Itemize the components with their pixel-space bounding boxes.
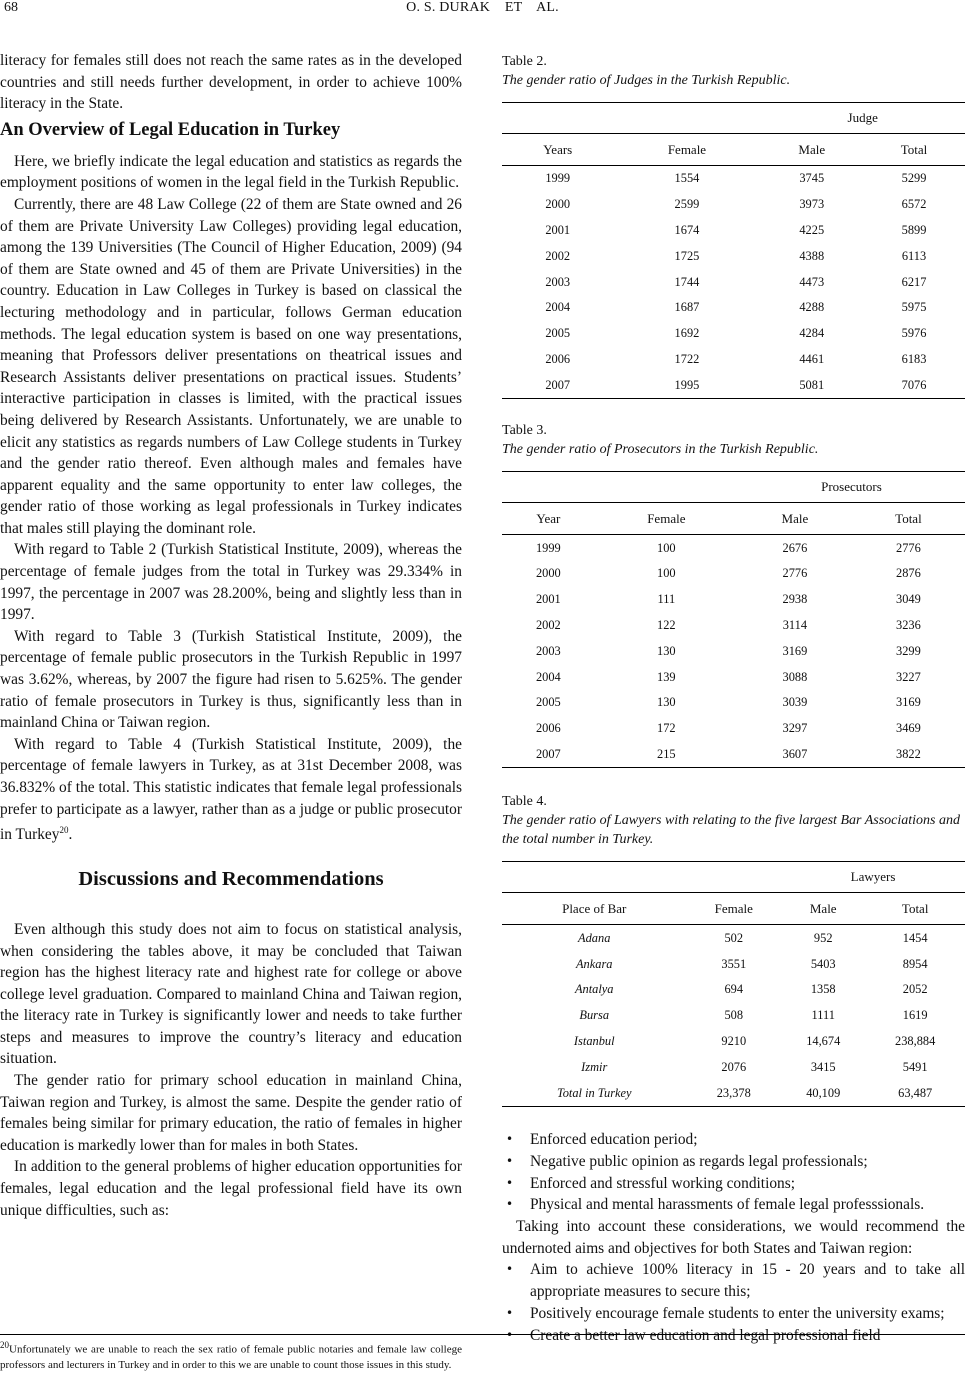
table-row: [502, 192, 965, 218]
table-cell: 4461: [799, 351, 825, 366]
table-cell: 2002: [545, 248, 571, 263]
table-row: [502, 664, 965, 690]
table-cell: 130: [657, 643, 676, 658]
table-cell: 1999: [545, 171, 571, 186]
table-cell: 2003: [545, 274, 571, 289]
table-cell: 1454: [902, 930, 928, 945]
column-header: Male: [781, 893, 865, 925]
table-cell: 2004: [545, 300, 571, 315]
table3-group-label: Prosecutors: [738, 472, 965, 503]
table-cell: 952: [813, 930, 833, 945]
table-cell: Total in Turkey: [502, 1080, 686, 1106]
table-row: [502, 1003, 965, 1029]
table4-caption: [502, 792, 965, 849]
table-cell: 3973: [799, 197, 825, 212]
table4-title: The gender ratio of Lawyers with relating to the five largest Bar Associations and the total number in Turkey.: [502, 813, 960, 848]
footnote-mark: 20: [0, 1340, 9, 1350]
table-row: [502, 561, 965, 587]
overview-paragraph-4: With regard to Table 3 (Turkish Statistical Institute, 2009), the percentage of female public prosecutors in the Turkish Republic in 1997 was 3.62%, whereas, by 2007 the figure had risen to 5.625%. The gender ratio of female prosecutors in Turkey is thus, significantly less than in mainland China or Taiwan region.: [0, 627, 462, 732]
table-row: [502, 638, 965, 664]
table-cell: 130: [657, 695, 676, 710]
table-row: [502, 1054, 965, 1080]
table-cell: 6572: [901, 197, 927, 212]
table-cell: 63,487: [865, 1080, 965, 1106]
column-header: Male: [738, 503, 852, 535]
table-row: [502, 1080, 965, 1106]
table-cell: Antalya: [574, 982, 614, 997]
empty-cell: [595, 472, 738, 503]
recommend-paragraph: Taking into account these considerations, we would recommend the undernoted aims and objectives for both States and Taiwan region:: [502, 1218, 965, 1257]
right-column: [502, 52, 965, 1346]
table-cell: 2003: [535, 643, 561, 658]
table-cell: 3227: [896, 669, 921, 684]
table-cell: 3469: [896, 721, 921, 736]
column-header: Place of Bar: [502, 893, 686, 925]
table-row: [502, 166, 965, 192]
table-row: [502, 372, 965, 398]
empty-cell: [502, 103, 613, 134]
table-cell: 2004: [535, 669, 561, 684]
table-cell: 502: [724, 930, 744, 945]
overview-paragraph-2: Currently, there are 48 Law College (22 of them are State owned and 26 of them are Private University Law Colleges) providing legal education, among the 139 Universities (The Council of Higher Education, 2009) (94 of them are State owned and 45 of them are Private Universities) in the country. Education in Law Colleges in Turkey is based on classical the lecturing methodology and in particular, follows German education methods. The legal education system is based on one way presentations, meaning that Professors deliver presentations on theatrical issues and Research Assistants deliver presentations on practical issues. Students’ interactive participation in classes is limited, with the practical issues being delivered by Research Assistants. Unfortunately, we are unable to elicit any statistics as regards numbers of Law College students in Turkey and the gender ratio thereof. Even although males and females have apparent equality and the same opportunity to enter law colleges, the gender ratio of those working as legal professionals in Turkey indicates that males still playing the dominant role.: [0, 195, 462, 537]
table-cell: 2005: [545, 326, 571, 341]
table-cell: 238,884: [895, 1033, 936, 1048]
table-row: [502, 977, 965, 1003]
table2-group-label: Judge: [760, 103, 965, 134]
overview-paragraph-5-text: With regard to Table 4 (Turkish Statistical Institute, 2009), the percentage of female lawyers in Turkey, as at 31st December 2008, was 36.832% of the total. This statistic indicates that female legal professionals prefer to participate as a lawyer, rather than as a judge or public prosecutor in Turkey: [0, 735, 462, 844]
table-cell: 9210: [721, 1033, 747, 1048]
table-cell: 1999: [535, 540, 561, 555]
table3-prosecutors: [502, 471, 965, 768]
section-heading-discussion: Discussions and Recommendations: [78, 867, 384, 890]
table-cell: 5299: [901, 171, 927, 186]
table-cell: 122: [657, 617, 676, 632]
table-row: [502, 716, 965, 742]
table-row: [502, 742, 965, 768]
table-cell: 4284: [799, 326, 825, 341]
discussion-paragraph-3: In addition to the general problems of higher education opportunities for females, legal education and the legal professional field have its own unique difficulties, such as:: [0, 1158, 462, 1219]
table-cell: 4473: [799, 274, 825, 289]
table-row: [502, 925, 965, 951]
running-header: [0, 0, 965, 20]
table-cell: 3822: [852, 742, 965, 768]
table-cell: 1692: [674, 326, 700, 341]
table4-header-row: [502, 893, 965, 925]
table2-caption: [502, 52, 965, 90]
table-cell: 2007: [502, 742, 595, 768]
table-row: [502, 269, 965, 295]
list-item: • Create a better law education and legal professional field: [502, 1325, 965, 1347]
table-row: [502, 613, 965, 639]
table-cell: 1722: [674, 351, 700, 366]
table4-label: Table 4.: [502, 794, 547, 810]
table-cell: 3745: [799, 171, 825, 186]
table3-group-row: [502, 472, 965, 503]
table-cell: 3607: [738, 742, 852, 768]
table-cell: 1687: [674, 300, 700, 315]
table-cell: 139: [657, 669, 676, 684]
overview-paragraph-5: [0, 734, 462, 846]
table-cell: 2676: [782, 540, 808, 555]
table-cell: 5081: [760, 372, 863, 398]
overview-paragraph-1: Here, we briefly indicate the legal education and statistics as regards the employment positions of women in the legal field in the Turkish Republic.: [0, 152, 462, 192]
table3-label: Table 3.: [502, 423, 547, 439]
table-cell: 6217: [901, 274, 927, 289]
table-row: [502, 535, 965, 561]
table-cell: 100: [657, 540, 676, 555]
table-cell: 2006: [545, 351, 571, 366]
left-column: [0, 50, 462, 1221]
table-cell: 5403: [810, 956, 836, 971]
table-cell: 2007: [502, 372, 613, 398]
table-cell: Ankara: [575, 956, 613, 971]
table-cell: 1358: [810, 982, 836, 997]
table-cell: 23,378: [686, 1080, 781, 1106]
list-item: • Negative public opinion as regards legal professionals;: [502, 1151, 965, 1173]
table-cell: 7076: [863, 372, 965, 398]
column-header: Years: [502, 134, 613, 166]
intro-paragraph: literacy for females still does not reach the same rates as in the developed countries and still needs further development, in order to achieve 100% literacy in the State.: [0, 52, 462, 113]
table-cell: 5975: [901, 300, 927, 315]
empty-cell: [613, 103, 760, 134]
table-cell: Izmir: [581, 1059, 608, 1074]
table-cell: 3169: [782, 643, 808, 658]
table-cell: Adana: [578, 930, 611, 945]
table-cell: 2005: [535, 695, 561, 710]
table-cell: 3169: [896, 695, 921, 710]
table-cell: 2052: [902, 982, 928, 997]
table-row: [502, 295, 965, 321]
table-cell: 6183: [901, 351, 927, 366]
table-row: [502, 951, 965, 977]
footnote-text: Unfortunately we are unable to reach the sex ratio of female public notaries and female law college professors and lecturers in Turkey and in order to this we are unable to count those issues in this study.: [0, 1343, 462, 1372]
column-header: Total: [865, 893, 965, 925]
table-row: [502, 321, 965, 347]
list-item: • Physical and mental harassments of female legal professsionals.: [502, 1194, 965, 1216]
table3-caption: [502, 421, 965, 459]
table-cell: 2876: [896, 566, 921, 581]
table2-group-row: [502, 103, 965, 134]
empty-cell: [502, 862, 686, 893]
table-cell: 40,109: [781, 1080, 865, 1106]
table-cell: 694: [724, 982, 744, 997]
table-row: [502, 218, 965, 244]
table-cell: 2006: [535, 721, 561, 736]
table-cell: 3236: [896, 617, 921, 632]
column-header: Female: [595, 503, 738, 535]
list-item: • Enforced and stressful working conditions;: [502, 1173, 965, 1195]
table2-header-row: [502, 134, 965, 166]
column-header: Female: [613, 134, 760, 166]
table-cell: 2000: [535, 566, 561, 581]
table-cell: 1674: [674, 222, 700, 237]
table-cell: 215: [595, 742, 738, 768]
running-title: O. S. DURAK ET AL.: [406, 0, 559, 15]
column-header: Female: [686, 893, 781, 925]
table-cell: 8954: [902, 956, 928, 971]
column-header: Year: [502, 503, 595, 535]
table-cell: 1995: [613, 372, 760, 398]
table-cell: 3551: [721, 956, 747, 971]
table4-lawyers: [502, 861, 965, 1107]
table3-header-row: [502, 503, 965, 535]
table-cell: 508: [724, 1008, 744, 1023]
table-cell: 2000: [545, 197, 571, 212]
table-cell: 4388: [799, 248, 825, 263]
column-header: Total: [852, 503, 965, 535]
table-cell: 2002: [535, 617, 561, 632]
table-cell: Bursa: [579, 1008, 610, 1023]
table-cell: 2001: [535, 592, 561, 607]
table2-label: Table 2.: [502, 54, 547, 69]
table-row: [502, 1029, 965, 1055]
table-row: [502, 587, 965, 613]
table2-title: The gender ratio of Judges in the Turkish Republic.: [502, 73, 791, 88]
table-cell: 172: [657, 721, 676, 736]
footnote: [0, 1338, 462, 1374]
table-cell: 5491: [902, 1059, 928, 1074]
column-header: Male: [760, 134, 863, 166]
empty-cell: [502, 472, 595, 503]
table-cell: 5899: [901, 222, 927, 237]
table-cell: 3088: [782, 669, 808, 684]
footnote-rule: [0, 1334, 965, 1335]
table-cell: 3039: [782, 695, 808, 710]
table-row: [502, 690, 965, 716]
table4-group-row: [502, 862, 965, 893]
table-cell: 2599: [674, 197, 700, 212]
table-cell: 1744: [674, 274, 700, 289]
page-number: 68: [4, 0, 18, 15]
table-cell: 14,674: [806, 1033, 841, 1048]
column-header: Total: [863, 134, 965, 166]
list-item: • Positively encourage female students to enter the university exams;: [502, 1303, 965, 1325]
list-item: • Aim to achieve 100% literacy in 15 - 20 years and to take all appropriate measures to secure this;: [502, 1259, 965, 1303]
table-cell: 3415: [810, 1059, 836, 1074]
table-cell: 100: [657, 566, 676, 581]
table-cell: 3297: [782, 721, 808, 736]
table-cell: 1554: [674, 171, 700, 186]
table-cell: 1725: [674, 248, 700, 263]
table2-judges: [502, 102, 965, 399]
table-cell: 2776: [782, 566, 808, 581]
overview-paragraph-3: With regard to Table 2 (Turkish Statistical Institute, 2009), whereas the percentage of female judges from the total in Turkey was 29.334% in 1997, the percentage in 2007 was 28.200%, being and slightly less than in 1997.: [0, 541, 462, 624]
table-cell: 5976: [901, 326, 927, 341]
table4-group-label: Lawyers: [781, 862, 965, 893]
difficulties-list: [502, 1129, 965, 1216]
table-row: [502, 243, 965, 269]
table-cell: 2076: [721, 1059, 747, 1074]
table-cell: 2776: [896, 540, 921, 555]
table-cell: 111: [657, 592, 676, 607]
table3-title: The gender ratio of Prosecutors in the Turkish Republic.: [502, 442, 819, 458]
table-cell: 3049: [896, 592, 921, 607]
discussion-paragraph-1: Even although this study does not aim to focus on statistical analysis, when considering the tables above, it may be concluded that Taiwan region has the highest literacy rate and highest rate for college or above college level graduation. Compared to mainland China and Taiwan region, the literacy rate in Turkey is significantly lower and needs to take further steps and measures to improve the country’s literacy and education situation.: [0, 920, 462, 1068]
table-cell: 1619: [902, 1008, 928, 1023]
table-cell: 4225: [799, 222, 825, 237]
table-cell: 2001: [545, 222, 571, 237]
section-heading-overview: An Overview of Legal Education in Turkey: [0, 119, 341, 140]
empty-cell: [686, 862, 781, 893]
table-cell: 3299: [896, 643, 921, 658]
table-cell: 1111: [811, 1008, 835, 1023]
discussion-paragraph-2: The gender ratio for primary school education in mainland China, Taiwan region and Turkey, is almost the same. Despite the gender ratio of females being similar for primary education, the ratio of females in higher education is markedly lower than for males in both States.: [0, 1072, 462, 1154]
table-row: [502, 347, 965, 373]
list-item: • Enforced education period;: [502, 1129, 965, 1151]
table-cell: 4288: [799, 300, 825, 315]
table-cell: 2938: [782, 592, 808, 607]
table-cell: Istanbul: [573, 1033, 615, 1048]
table-cell: 6113: [901, 248, 927, 263]
footnote-ref-20: 20: [59, 825, 69, 836]
overview-paragraph-5-end: .: [68, 826, 73, 844]
table-cell: 3114: [782, 617, 808, 632]
